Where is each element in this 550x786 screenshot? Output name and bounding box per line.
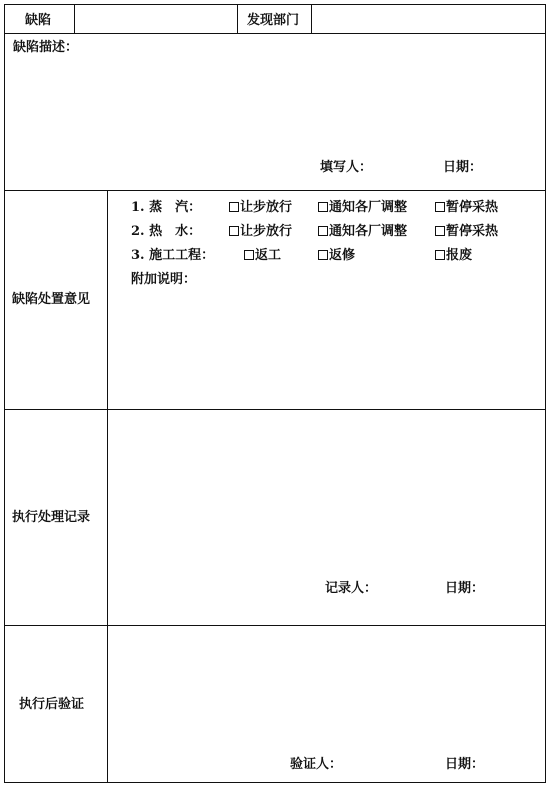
record-label: 执行处理记录: [12, 510, 91, 525]
dept-field[interactable]: [313, 6, 543, 32]
checkbox-icon: [435, 250, 445, 260]
steam-row-label: 1. 蒸 汽：: [131, 200, 202, 215]
verify-label: 执行后验证: [19, 697, 85, 712]
checkbox-icon: [435, 226, 445, 236]
recorder-label: 记录人：: [325, 581, 378, 596]
construction-option-rework[interactable]: 返工: [244, 248, 281, 264]
hotwater-row-label: 2. 热 水：: [131, 224, 202, 239]
checkbox-icon: [318, 250, 328, 260]
hotwater-option-notify[interactable]: 通知各厂调整: [318, 224, 407, 240]
note-field[interactable]: [125, 293, 539, 403]
construction-option-scrap[interactable]: 报废: [435, 248, 472, 264]
hotwater-option-concession[interactable]: 让步放行: [229, 224, 292, 240]
hotwater-option-suspend[interactable]: 暂停采热: [435, 224, 498, 240]
column-divider: [107, 190, 108, 782]
filler-label: 填写人：: [320, 160, 373, 175]
description-date-label: 日期：: [443, 160, 483, 175]
divider: [5, 625, 545, 626]
record-field[interactable]: [113, 415, 539, 575]
construction-option-repair[interactable]: 返修: [318, 248, 355, 264]
defect-field[interactable]: [75, 6, 237, 32]
verify-date-label: 日期：: [445, 757, 485, 772]
checkbox-icon: [244, 250, 254, 260]
divider: [311, 5, 312, 33]
defect-form: [4, 4, 546, 783]
construction-row-label: 3. 施工工程：: [131, 248, 215, 263]
steam-option-notify[interactable]: 通知各厂调整: [318, 200, 407, 216]
checkbox-icon: [318, 202, 328, 212]
record-date-label: 日期：: [445, 581, 485, 596]
handling-label: 缺陷处置意见: [12, 292, 91, 307]
defect-label: 缺陷: [25, 13, 52, 28]
checkbox-icon: [229, 202, 239, 212]
divider: [5, 33, 545, 34]
checkbox-icon: [229, 226, 239, 236]
divider: [74, 5, 75, 33]
steam-option-suspend[interactable]: 暂停采热: [435, 200, 498, 216]
verify-field[interactable]: [113, 631, 539, 749]
steam-option-concession[interactable]: 让步放行: [229, 200, 292, 216]
checkbox-icon: [318, 226, 328, 236]
description-field[interactable]: [9, 61, 539, 157]
note-label: 附加说明：: [131, 272, 197, 287]
checkbox-icon: [435, 202, 445, 212]
divider: [5, 190, 545, 191]
divider: [237, 5, 238, 33]
verifier-label: 验证人：: [290, 757, 343, 772]
divider: [5, 409, 545, 410]
dept-label: 发现部门: [247, 13, 300, 28]
description-label: 缺陷描述：: [13, 40, 79, 55]
